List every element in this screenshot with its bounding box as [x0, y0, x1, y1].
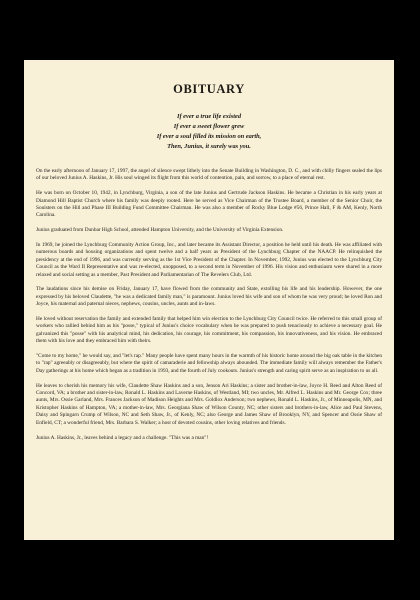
obituary-page: [24, 60, 394, 540]
poem-line: If ever a true life existed: [176, 113, 242, 120]
paragraph-survivors: He leaves to cherish his memory his wife, Claudette Shaw Haskins and a son, Jenson Ari Haskins; a sister and brother-in-law, Joyce H. Reed and Alton Reed of Concord, VA; a brother and sister-in-law, Ronald L. Haskins and Laverne Haskins, of Westland, MI; two uncles, Mr. Alfred L. Haskins and Mr. George Cox; three aunts, Mrs. Ossie Garland, Mrs. Frances Jackson of Madison Heights and Mrs. Goldlox Anderson; two nephews, Ronald L. Haskins, Jr., of Minneapolis, MN, and Kristopher Haskins of Hampton, VA; a mother-in-law, Mrs. Georgiana Shaw of Wilson County, NC; other sisters and brothers-in-law, Alice and Paul Stevens, Daisy and Spingarn Crump of Wilson, NC and Seth Shaw, Jr., of Kenly, NC; also George and James Shaw of Brooklyn, NY, and Spencer and Ossie Shaw of Enfield, CT; a wonderful friend, Mrs. Barbara S. Walker; a host of devoted cousins, other loving relatives and friends.: [36, 382, 382, 426]
paragraph-posse: He loved without reservation the family and extended family that helped him win election to the Lynchburg City Council twice. He referred to this small group of workers who rallied behind him as his "posse," typical of Junius's choice vocabulary when he was prepared to push tenaciously to achieve a necessary goal. He galvanized this "posse" with his analytical mind, his dedication, his courage, his commitment, his compassion, his innovativeness, and his vision. He embraced them with his love and they embraced him with theirs.: [36, 316, 382, 345]
paragraph-education: Junius graduated from Dunbar High School, attended Hampton University, and the University of Virginia Extension.: [36, 227, 284, 234]
paragraph-passing: On the early afternoon of January 17, 1997, the angel of silence swept lithely into the Senate Building in Washington, D. C., and with chilly fingers sealed the lips of our beloved Junius A. Haskins, Jr. His soul winged its flight from this world of contention, pain, and sorrow, to a place of eternal rest.: [36, 168, 382, 182]
poem-line: If ever a sweet flower grew: [173, 123, 245, 130]
paragraph-birth-church: He was born on October 10, 1942, in Lynchburg, Virginia, a son of the late Junius and Gertrude Jackson Haskins. He became a Christian in his early years at Diamond Hill Baptist Church where his family was deeply rooted. Here he served as Vice Chairman of the Trustee Board, a member of the Senior Choir, the Soulsters on the Hill and Phase III Building Fund Committee Chairman. He was also a member of Rocky Blue Lodge #56, Prince Hall, F & AM, Kenly, North Carolina.: [36, 190, 382, 219]
paragraph-legacy: Junius A. Haskins, Jr., leaves behind a legacy and a challenge. "This was a man"!: [36, 434, 209, 441]
poem-line: Then, Junius, it surely was you.: [167, 143, 251, 150]
paragraph-career: In 1969, he joined the Lynchburg Community Action Group, Inc., and later became its Assistant Director, a position he held until his death. He was affiliated with numerous boards and housing organizations and spent twelve and a half years as President of the Lynchburg Chapter of the NAACP. He relinquished the presidency at the end of 1996, and was currently serving as the 1st Vice President of the Chapter. In November, 1992, Junius was elected to the Lynchburg City Council as the Ward II Representative and was re-elected, unopposed, to a second term in November of 1996. His vision and enthusiasm were shared in a more relaxed and social setting as a member, Past President and Parliamentarian of The Revelers Club, Ltd.: [36, 242, 382, 278]
page-title: OBITUARY: [173, 82, 245, 96]
poem-line: If ever a soul filled its mission on earth,: [156, 133, 262, 140]
paragraph-laudations: The laudations since his demise on Friday, January 17, have flowed from the community and State, extolling his life and his leadership. However, the one expressed by his beloved Claudette, "he was a dedicated family man," is paramount. Junius loved his wife and son of whom he was very proud; he loved Ron and Joyce, his maternal and paternal nieces, nephews, cousins, uncles, aunts and in-laws.: [36, 286, 382, 308]
poem: [36, 112, 382, 152]
paragraph-home: "Come to my home," he would say, and "let's rap." Many people have spent many hours in the warmth of his historic home around the big oak table in the kitchen to "rap" agreeably or disagreeably, but where the spirit of camaraderie and fellowship always abounded. The immediate family will always remember the Father's Day gatherings at his home which began as a tradition in 1993, and the fourth of July cookouts. Junius's strength and caring spirit serve as an inspiration to us all.: [36, 353, 382, 374]
